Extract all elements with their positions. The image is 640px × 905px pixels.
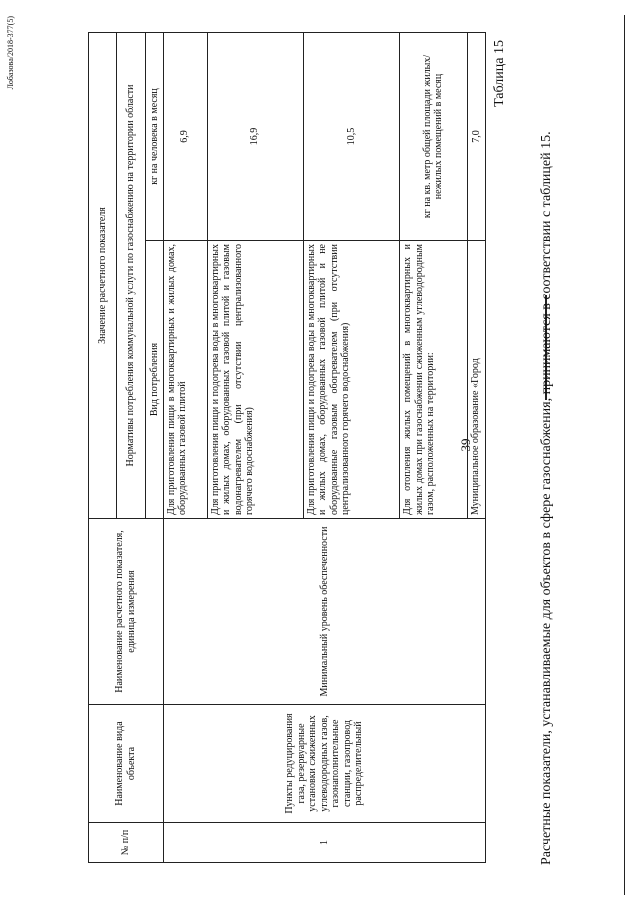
value-cell: 10,5 [303,32,399,240]
col-header-object-type: Наименование вида объекта [89,705,164,823]
col-header-unit: кг на человека в месяц [145,32,163,240]
col-header-use-type: Вид потребления [145,241,163,519]
use-type-cell: Муниципальное образование «Город [467,241,485,519]
use-type-cell: Для приготовления пищи и подогрева воды в многоквартирных и жилых домах, оборудованных газовой плитой и не оборудованные газовым обогревателем (при отсутствии централизованного горячего водоснабжения) [303,241,399,519]
use-type-cell: Для приготовления пищи в многоквартирных и жилых домах, оборудованных газовой плитой [163,241,207,519]
indicator-name-cell: Минимальный уровень обеспеченности [163,519,485,705]
page-number: 39 [458,438,473,452]
value-cell: 7,0 [467,32,485,240]
intro-paragraph: Расчетные показатели, устанавливаемые для объектов в сфере газоснабжения, принимаются в соответствии с таблицей 15. [539,131,554,865]
value-cell: 16,9 [207,32,303,240]
col-header-norms-group: Нормативы потребления коммунальной услуги по газоснабжению на территории области [117,32,145,518]
col-header-indicator-value: Значение расчетного показателя [89,32,117,518]
value-cell: кг на кв. метр общей площади жилых/нежилых помещений в месяц [400,32,468,240]
use-type-cell: Для приготовления пищи и подогрева воды в многоквартирных и жилых домах, оборудованных газовой плитой и газовым водонагревателем (при отсутствии централизованного горячего водоснабжения) [207,241,303,519]
table-15 [88,32,486,863]
table-title: Таблица 15 [492,40,507,107]
col-header-indicator-name: Наименование расчетного показателя, единица измерения [89,519,164,705]
footer-code: Лобазова/2018-377(5) [6,16,15,90]
row-number: 1 [163,823,485,863]
col-header-num: № п/п [89,823,164,863]
value-cell: 6,9 [163,32,207,240]
margin-rule [624,15,625,895]
use-type-cell: Для отопления жилых помещений в многоквартирных и жилых домах при газоснабжении сжиженным углеводородным газом, расположенных на территории: [400,241,468,519]
object-type-cell: Пункты редуцирования газа, резервуарные установки сжиженных углеводородных газов, газонаполнительные станции, газопровод распределительный [163,705,485,823]
